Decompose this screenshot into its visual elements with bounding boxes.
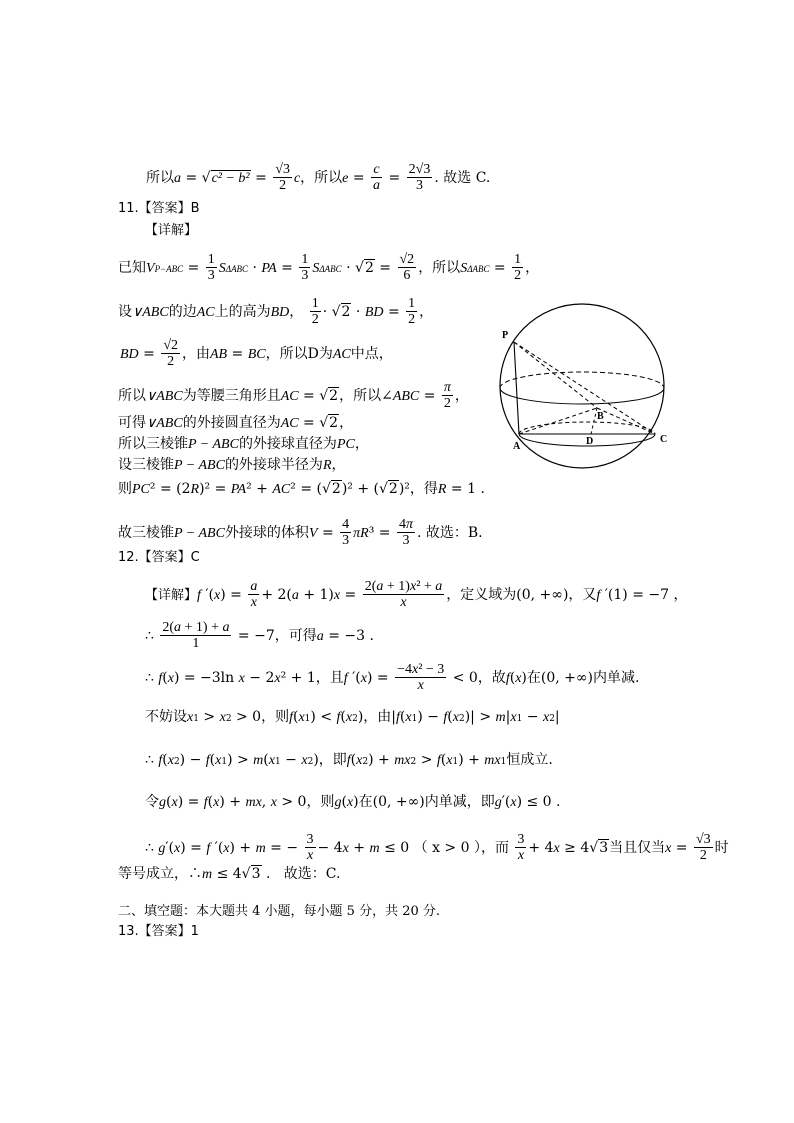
q11-line-1: 已知VP−ABC = $\frac{1}{3}$ SΔABC · PA = $\frac{1}{3}$ SΔABC · √2 = $\frac{√2}{6}$ ，所以SΔABC = $\frac{1}{2}$ ， — [118, 252, 540, 284]
label-p: P — [502, 330, 509, 341]
q11-line-7: 设三棱锥P − ABC的外接球半径为R， — [118, 457, 346, 473]
q11-line-2: 设∨ABC的边AC上的高为BD， $\frac{1}{2}$ · √2 · BD = $\frac{1}{2}$ ， — [118, 296, 434, 328]
solution-line-10-end: 所以a = √c² − b² = $\frac{√3}{2}$ c，所以e = $\frac{c}{a}$ = $\frac{2√3}{3}$ . 故选 C. — [146, 162, 491, 194]
q12-line-7: ∴ g′(x) = f ′(x) + m = − $\frac{3}{x}$ − 4x + m ≤ 0 （ x > 0 ），而 $\frac{3}{x}$ + 4x ≥ 4√3当且仅当x = $\frac{√3}{2}$ 时 — [145, 832, 729, 864]
q12-line-5: ∴ f(x2) − f(x1) > m(x1 − x2)，即f(x2) + mx2 > f(x1) + mx1恒成立. — [145, 752, 553, 768]
label-b: B — [597, 411, 604, 422]
q11-line-9: 故三棱锥P − ABC外接球的体积V = $\frac{4}{3}$ πR³ = $\frac{4\pi}{3}$ . 故选：B. — [118, 517, 483, 549]
q12-line-6: 令g(x) = f(x) + mx, x > 0，则g(x)在(0, +∞)内单减，即g′(x) ≤ 0 . — [145, 794, 561, 810]
q11-line-8: 则PC² = (2R)² = PA² + AC² = (√2)² + (√2)²，得R = 1 . — [118, 481, 485, 497]
q11-line-6: 所以三棱锥P − ABC的外接球直径为PC， — [118, 436, 369, 452]
edge-ab — [519, 408, 597, 434]
equator-back — [500, 372, 664, 388]
answer-header-13: 13.【答案】1 — [118, 924, 199, 939]
detail-label-11: 【详解】 — [145, 223, 198, 238]
q12-line-2: ∴ $\frac{2(a + 1) + a}{1}$ = −7，可得a = −3 . — [145, 620, 374, 652]
edge-pa — [514, 342, 519, 434]
edge-pc — [514, 342, 655, 434]
answer-header-11: 11.【答案】B — [118, 201, 200, 216]
q11-line-4: 所以∨ABC为等腰三角形且AC = √2，所以∠ABC = $\frac{\pi}{2}$ ， — [118, 380, 469, 412]
q12-line-3: ∴ f(x) = −3ln x − 2x² + 1，且f ′(x) = $\frac{\text{−4x² − 3}}{x}$ < 0，故f(x)在(0, +∞)内单减. — [145, 662, 640, 694]
edge-pb — [514, 342, 597, 408]
q11-line-3: BD = $\frac{√2}{2}$ ，由AB = BC，所以D为AC中点， — [120, 338, 393, 370]
q12-line-8: 等号成立，∴m ≤ 4√3 . 故选：C. — [118, 866, 341, 882]
label-a: A — [513, 441, 521, 452]
answer-header-12: 12.【答案】C — [118, 550, 200, 565]
q12-line-4: 不妨设x1 > x2 > 0，则f(x1) < f(x2)，由|f(x1) − f(x2)| > m|x1 − x2| — [145, 709, 560, 725]
base-circle-back — [519, 422, 655, 434]
sphere-pyramid-figure — [497, 298, 677, 478]
label-c: C — [660, 434, 668, 445]
label-d: D — [586, 436, 594, 447]
q11-line-5: 可得∨ABC的外接圆直径为AC = √2， — [118, 415, 354, 431]
q12-line-1: 【详解】f ′(x) = $\frac{a}{x}$ + 2(a + 1)x = $\frac{\text{2(a + 1)x² + a}}{x}$ ，定义域为(0, +∞)，又f ′(1) = −7 ， — [145, 579, 688, 611]
section-2-heading: 二、填空题：本大题共 4 小题，每小题 5 分，共 20 分. — [118, 904, 441, 919]
edge-bc — [597, 408, 655, 434]
